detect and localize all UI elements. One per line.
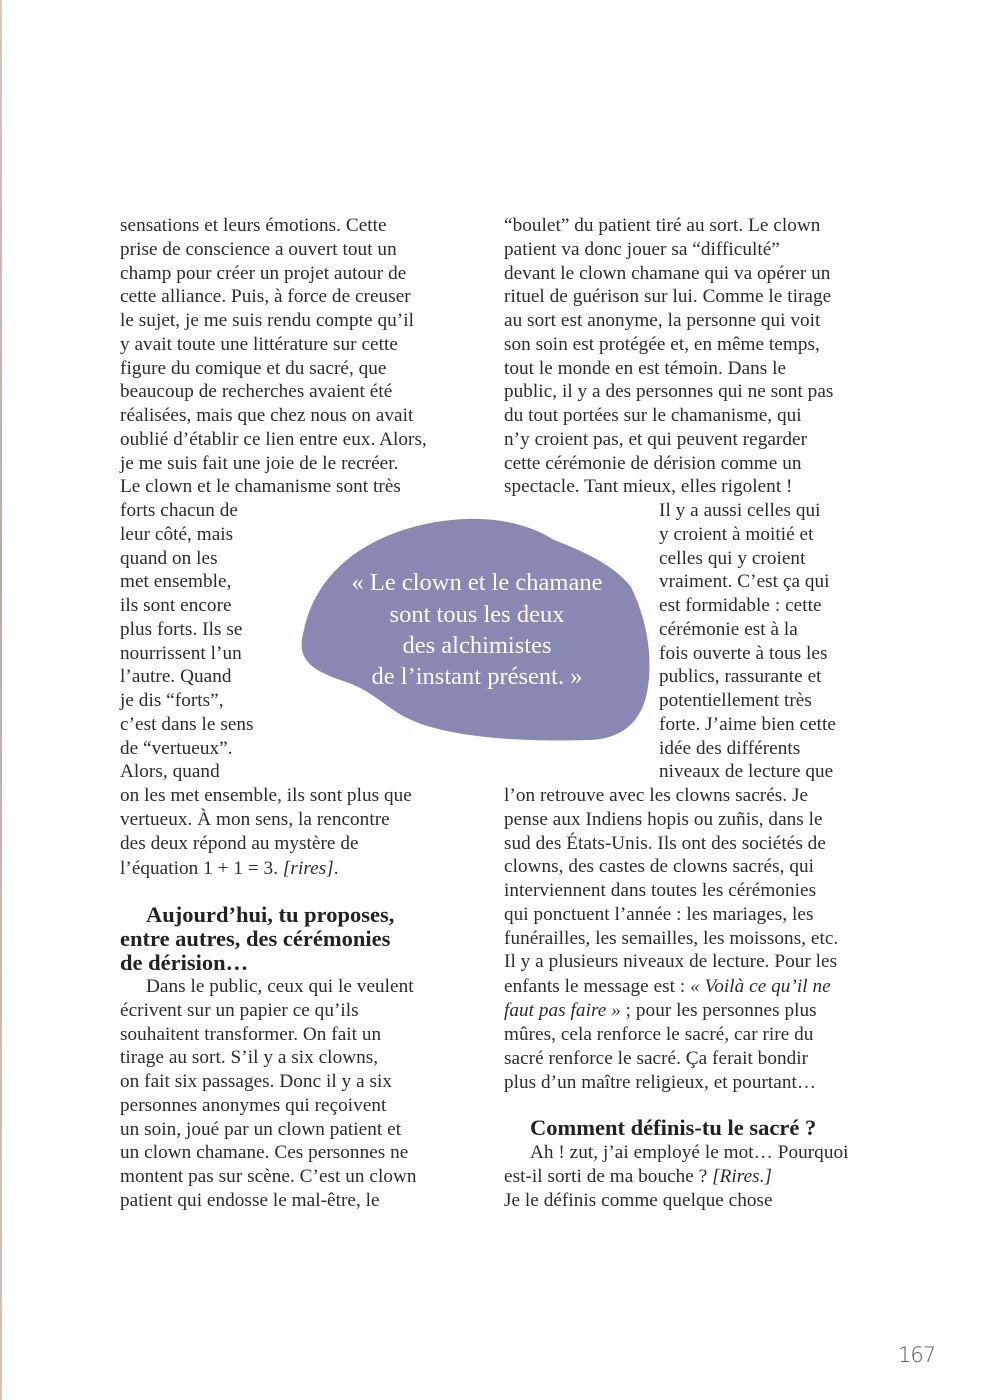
body-line: Le clown et le chamanisme sont très [120, 476, 401, 498]
body-line: Je le définis comme quelque chose [504, 1190, 773, 1211]
body-line: écrivent sur un papier ce qu’ils [120, 999, 359, 1021]
body-line: niveaux de lecture que [659, 761, 834, 783]
body-line: ils sont encore [120, 595, 232, 616]
body-line: publics, rassurante et [659, 666, 822, 688]
body-line [504, 1165, 772, 1189]
body-line: funérailles, les semailles, les moissons, etc. [504, 927, 839, 949]
body-line: met ensemble, [120, 571, 232, 593]
body-line: sensations et leurs émotions. Cette [120, 215, 387, 236]
body-line: l’on retrouve avec les clowns sacrés. Je [504, 785, 809, 806]
body-line: clowns, des castes de clowns sacrés, qui [504, 856, 814, 878]
body-line: tout le monde en est témoin. Dans le [504, 357, 787, 379]
body-line: prise de conscience a ouvert tout un [120, 238, 397, 260]
body-line: on fait six passages. Donc il y a six [120, 1071, 393, 1092]
body-line: mûres, cela renforce le sacré, car rire du [504, 1024, 814, 1045]
body-line: Dans le public, ceux qui le veulent [146, 976, 414, 997]
body-line: pense aux Indiens hopis ou zuñis, dans le [504, 808, 823, 830]
italic-text-run: « Voilà ce qu’il ne [690, 976, 831, 997]
italic-text-run: [Rires.] [712, 1166, 773, 1187]
body-line: sacré renforce le sacré. Ça ferait bondir [504, 1047, 809, 1069]
text-run: est-il sorti de ma bouche ? [504, 1166, 713, 1187]
body-line: souhaitent transformer. On fait un [120, 1023, 382, 1045]
text-run: enfants le message est : [504, 976, 691, 997]
body-line: réalisées, mais que chez nous on avait [120, 405, 414, 426]
body-line: n’y croient pas, et qui peuvent regarder [504, 428, 808, 450]
body-line: je me suis fait une joie de le recréer. [120, 452, 399, 474]
body-line: y avait toute une littérature sur cette [120, 333, 398, 355]
page-edge-strip [0, 0, 2, 1400]
body-line: celles qui y croient [659, 547, 806, 569]
body-line: cérémonie est à la [659, 618, 798, 640]
body-line: beaucoup de recherches avaient été [120, 381, 393, 403]
body-line: rituel de guérison sur lui. Comme le tirage [504, 286, 832, 308]
body-line [120, 857, 339, 881]
body-line: de “vertueux”. [120, 737, 233, 759]
body-line: Ah ! zut, j’ai employé le mot… Pourquoi [530, 1142, 849, 1163]
body-line: sud des États-Unis. Ils ont des sociétés de [504, 832, 826, 854]
body-line: du tout portées sur le chamanisme, qui [504, 405, 802, 426]
body-line: spectacle. Tant mieux, elles rigolent ! [504, 476, 793, 498]
italic-text-run: [rires] [282, 858, 334, 879]
body-line: cette alliance. Puis, à force de creuser [120, 286, 411, 308]
text-run: ; pour les personnes plus [620, 1000, 817, 1021]
pull-quote-line: de l’instant présent. » [371, 663, 583, 690]
body-line: on les met ensemble, ils sont plus que [120, 785, 412, 806]
body-line: Il y a aussi celles qui [659, 500, 821, 521]
pull-quote-line: « Le clown et le chamane [351, 569, 603, 596]
heading-line: entre autres, des cérémonies [120, 926, 391, 951]
body-line: leur côté, mais [120, 523, 234, 545]
body-line: interviennent dans toutes les cérémonies [504, 880, 817, 901]
body-line: patient va donc jouer sa “difficulté” [504, 238, 780, 260]
body-line: potentiellement très [659, 690, 812, 711]
pull-quote-line: sont tous les deux [389, 601, 565, 628]
text-run: l’équation 1 + 1 = 3. [120, 858, 283, 879]
italic-text-run: faut pas faire » [504, 1000, 621, 1021]
body-line: c’est dans le sens [120, 713, 254, 735]
body-line: vraiment. C’est ça qui [659, 571, 830, 593]
heading-line: de dérision… [120, 950, 249, 975]
body-line: quand on les [120, 547, 218, 569]
page-number: 167 [898, 1343, 936, 1367]
body-line: des deux répond au mystère de [120, 832, 359, 854]
body-line: forte. J’aime bien cette [659, 713, 836, 735]
body-line: public, il y a des personnes qui ne sont pas [504, 381, 834, 403]
body-line: montent pas sur scène. C’est un clown [120, 1166, 417, 1187]
body-line: y croient à moitié et [659, 523, 814, 545]
body-line: idée des différents [659, 737, 801, 759]
body-line: patient qui endosse le mal-être, le [120, 1189, 380, 1211]
body-line: un soin, joué par un clown patient et [120, 1118, 402, 1140]
text-run: . [333, 858, 339, 879]
heading-line: Aujourd’hui, tu proposes, [146, 902, 395, 927]
body-line: “boulet” du patient tiré au sort. Le clown [504, 215, 821, 236]
pull-quote-line: des alchimistes [402, 632, 552, 659]
body-line: un clown chamane. Ces personnes ne [120, 1142, 409, 1164]
body-line: vertueux. À mon sens, la rencontre [120, 808, 390, 830]
body-line: son soin est protégée et, en même temps, [504, 333, 820, 355]
body-line: nourrissent l’un [120, 642, 242, 664]
section-heading-right: Comment définis-tu le sacré ? [530, 1115, 817, 1140]
body-line: fois ouverte à tous les [659, 642, 828, 664]
body-line: cette cérémonie de dérision comme un [504, 452, 802, 474]
body-line: plus forts. Ils se [120, 618, 243, 640]
body-line: devant le clown chamane qui va opérer un [504, 262, 831, 284]
body-line: champ pour créer un projet autour de [120, 262, 407, 284]
body-line: au sort est anonyme, la personne qui voit [504, 310, 821, 331]
body-line [504, 975, 831, 999]
body-line: figure du comique et du sacré, que [120, 357, 387, 379]
body-line: tirage au sort. S’il y a six clowns, [120, 1047, 379, 1069]
body-line: est formidable : cette [659, 595, 822, 616]
body-line: je dis “forts”, [120, 690, 224, 711]
body-line: le sujet, je me suis rendu compte qu’il [120, 310, 414, 331]
body-line: personnes anonymes qui reçoivent [120, 1094, 387, 1116]
body-line: plus d’un maître religieux, et pourtant… [504, 1071, 817, 1093]
body-line [504, 999, 817, 1023]
body-line: Il y a plusieurs niveaux de lecture. Pour les [504, 951, 838, 973]
body-line: l’autre. Quand [120, 666, 232, 688]
body-line: oublié d’établir ce lien entre eux. Alors, [120, 428, 427, 450]
body-line: qui ponctuent l’année : les mariages, les [504, 903, 814, 925]
body-line: Alors, quand [120, 761, 220, 783]
body-line: forts chacun de [120, 500, 238, 521]
